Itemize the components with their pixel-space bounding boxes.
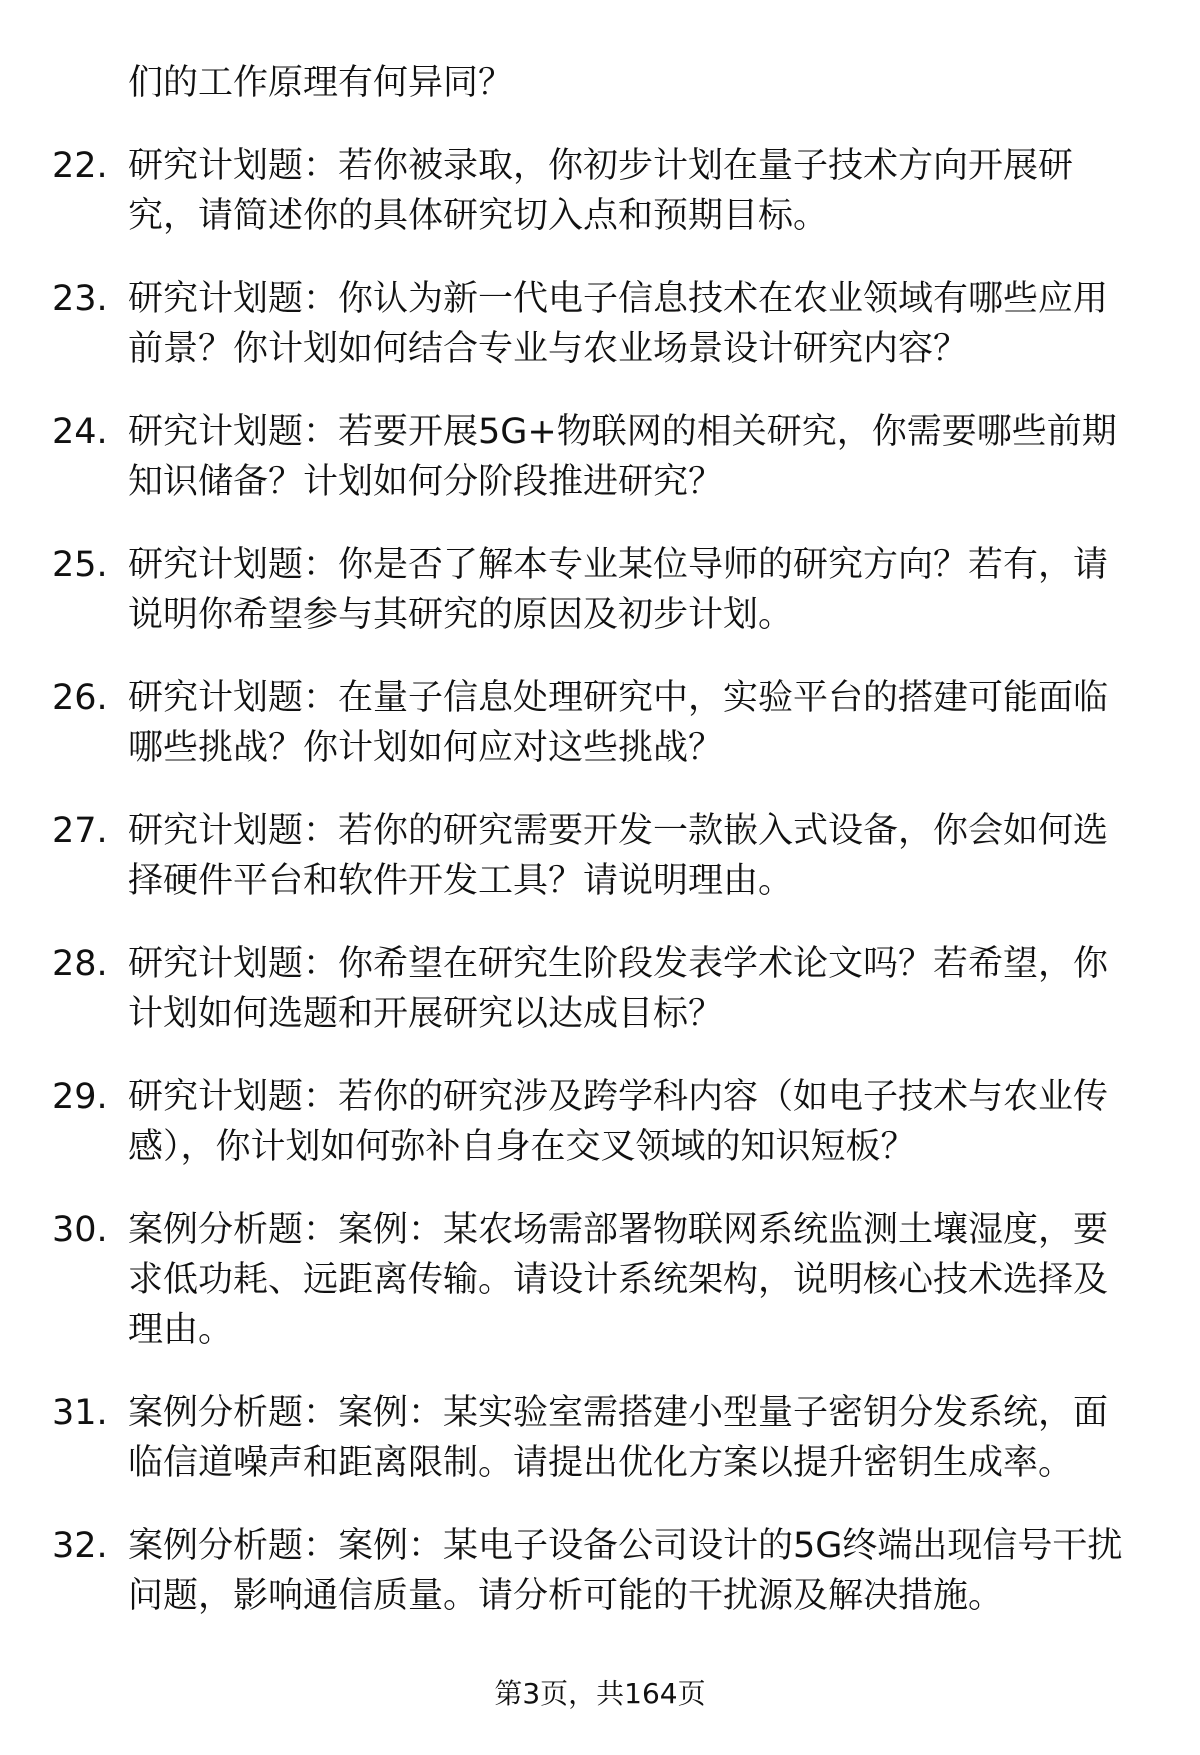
- question-text-line: 研究计划题：你认为新一代电子信息技术在农业领域有哪些应用: [128, 279, 1109, 319]
- question-text-line: 计划如何选题和开展研究以达成目标？: [128, 994, 724, 1034]
- question-item: [0, 407, 1200, 507]
- question-text-line: 前景？你计划如何结合专业与农业场景设计研究内容？: [128, 329, 969, 369]
- question-number: 32.: [52, 1526, 108, 1566]
- question-text-line: 理由。: [128, 1310, 234, 1350]
- question-number: 31.: [52, 1393, 108, 1433]
- question-number: 30.: [52, 1210, 108, 1250]
- question-item: [0, 141, 1200, 241]
- question-text-line: 哪些挑战？你计划如何应对这些挑战？: [128, 728, 724, 768]
- question-text-line: 研究计划题：在量子信息处理研究中，实验平台的搭建可能面临: [128, 678, 1109, 718]
- question-item: [0, 1205, 1200, 1355]
- question-item: [0, 1521, 1200, 1621]
- question-number: 25.: [52, 545, 108, 585]
- question-text-line: 临信道噪声和距离限制。请提出优化方案以提升密钥生成率。: [128, 1443, 1074, 1483]
- question-text-line: 研究计划题：若要开展5G+物联网的相关研究，你需要哪些前期: [128, 412, 1117, 452]
- page-number: 第3页，共164页: [494, 1677, 706, 1710]
- question-number: 28.: [52, 944, 108, 984]
- question-text-line: 知识储备？计划如何分阶段推进研究？: [128, 462, 724, 502]
- question-item: [0, 1388, 1200, 1488]
- question-number: 27.: [52, 811, 108, 851]
- question-item: [0, 806, 1200, 906]
- question-number: 22.: [52, 146, 108, 186]
- question-text-line: 问题，影响通信质量。请分析可能的干扰源及解决措施。: [128, 1576, 1004, 1616]
- question-item: [0, 673, 1200, 773]
- question-text-line: 案例分析题：案例：某电子设备公司设计的5G终端出现信号干扰: [128, 1526, 1123, 1566]
- question-text-line: 研究计划题：若你的研究涉及跨学科内容（如电子技术与农业传: [128, 1077, 1109, 1117]
- question-item: [0, 939, 1200, 1039]
- question-text-line: 研究计划题：若你被录取，你初步计划在量子技术方向开展研: [128, 146, 1074, 186]
- question-number: 26.: [52, 678, 108, 718]
- question-number: 24.: [52, 412, 108, 452]
- question-text-line: 研究计划题：你是否了解本专业某位导师的研究方向？若有，请: [128, 545, 1109, 585]
- question-text-line: 感），你计划如何弥补自身在交叉领域的知识短板？: [128, 1127, 916, 1167]
- question-text-line: 案例分析题：案例：某实验室需搭建小型量子密钥分发系统，面: [128, 1393, 1109, 1433]
- question-item: [0, 274, 1200, 374]
- question-text-line: 们的工作原理有何异同？: [128, 63, 514, 103]
- question-text-line: 研究计划题：若你的研究需要开发一款嵌入式设备，你会如何选: [128, 811, 1109, 851]
- question-text-line: 说明你希望参与其研究的原因及初步计划。: [128, 595, 794, 635]
- question-list: [0, 58, 1200, 1621]
- question-item: [0, 58, 1200, 108]
- question-number: 23.: [52, 279, 108, 319]
- question-text-line: 究，请简述你的具体研究切入点和预期目标。: [128, 196, 829, 236]
- question-item: [0, 1072, 1200, 1172]
- question-number: 29.: [52, 1077, 108, 1117]
- question-text-line: 求低功耗、远距离传输。请设计系统架构，说明核心技术选择及: [128, 1260, 1109, 1300]
- question-text-line: 研究计划题：你希望在研究生阶段发表学术论文吗？若希望，你: [128, 944, 1109, 984]
- question-text-line: 案例分析题：案例：某农场需部署物联网系统监测土壤湿度，要: [128, 1210, 1109, 1250]
- question-item: [0, 540, 1200, 640]
- question-text-line: 择硬件平台和软件开发工具？请说明理由。: [128, 861, 794, 901]
